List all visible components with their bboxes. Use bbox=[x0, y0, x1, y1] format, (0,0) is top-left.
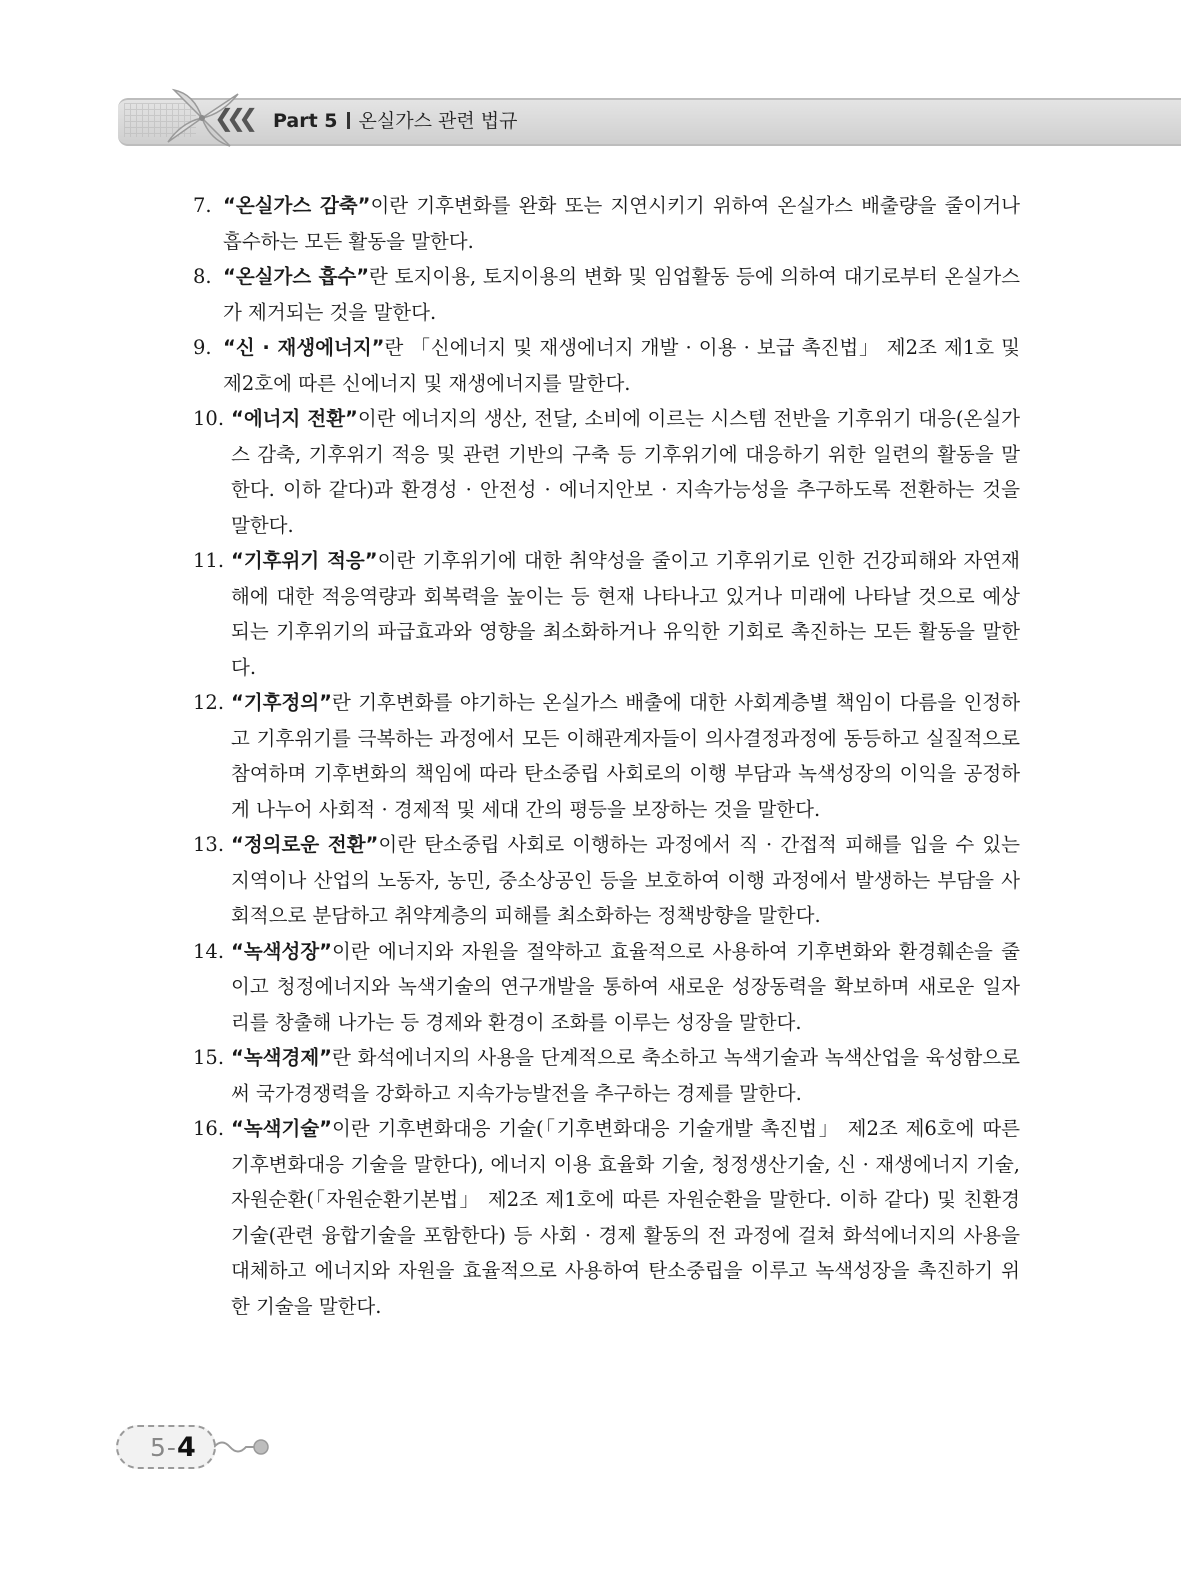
page-number-value: 4 bbox=[176, 1432, 197, 1463]
definition-item-8 bbox=[193, 259, 1020, 330]
defined-term: “녹색성장” bbox=[231, 939, 332, 963]
item-number: 12. bbox=[193, 691, 225, 714]
definition-item-9 bbox=[193, 330, 1020, 401]
defined-term: “녹색기술” bbox=[231, 1117, 332, 1140]
page-prefix: 5- bbox=[150, 1433, 177, 1462]
page-number bbox=[150, 1432, 197, 1463]
definition-text: 란 기후변화를 야기하는 온실가스 배출에 대한 사회계층별 책임이 다름을 인정하고 기후위기를 극복하는 과정에서 모든 이해관계자들이 의사결정과정에 동등하고 실질적으로 참여하며 기후변화의 책임에 따라 탄소중립 사회로의 이행 부담과 녹색성장의 이익을 공정하게 나누어 사회적 · 경제적 및 세대 간의 평등을 보장하는 것을 말한다. bbox=[231, 691, 1020, 821]
defined-term: “에너지 전환” bbox=[231, 407, 358, 430]
item-number: 9. bbox=[193, 336, 212, 359]
item-number: 14. bbox=[193, 939, 225, 963]
defined-term: “녹색경제” bbox=[231, 1046, 332, 1069]
definition-text: 이란 에너지의 생산, 전달, 소비에 이르는 시스템 전반을 기후위기 대응(온실가스 감축, 기후위기 적응 및 관련 기반의 구축 등 기후위기에 대응하기 위한 일련의 활동을 말한다. 이하 같다)과 환경성 · 안전성 · 에너지안보 · 지속가능성을 추구하도록 전환하는 것을 말한다. bbox=[231, 407, 1020, 537]
definition-item-7 bbox=[193, 188, 1020, 259]
part-label: Part 5 bbox=[273, 110, 338, 132]
definition-item-14 bbox=[193, 934, 1020, 1041]
definitions-list bbox=[193, 188, 1020, 1324]
definition-item-11 bbox=[193, 543, 1020, 685]
definition-item-16 bbox=[193, 1111, 1020, 1324]
definition-item-12 bbox=[193, 685, 1020, 827]
chapter-title: 온실가스 관련 법규 bbox=[358, 110, 518, 132]
item-number: 7. bbox=[193, 194, 212, 217]
definition-text: 란 「신에너지 및 재생에너지 개발 · 이용 · 보급 촉진법」 제2조 제1호 및 제2호에 따른 신에너지 및 재생에너지를 말한다. bbox=[223, 336, 1020, 395]
definition-item-15 bbox=[193, 1040, 1020, 1111]
running-header bbox=[273, 106, 517, 133]
definition-text: 란 화석에너지의 사용을 단계적으로 축소하고 녹색기술과 녹색산업을 육성함으로써 국가경쟁력을 강화하고 지속가능발전을 추구하는 경제를 말한다. bbox=[231, 1046, 1020, 1105]
definition-item-10 bbox=[193, 401, 1020, 543]
definition-text: 이란 기후위기에 대한 취약성을 줄이고 기후위기로 인한 건강피해와 자연재해에 대한 적응역량과 회복력을 높이는 등 현재 나타나고 있거나 미래에 나타날 것으로 예상되는 기후위기의 파급효과와 영향을 최소화하거나 유익한 기회로 촉진하는 모든 활동을 말한다. bbox=[231, 549, 1020, 679]
definition-text: 이란 기후변화를 완화 또는 지연시키기 위하여 온실가스 배출량을 줄이거나 흡수하는 모든 활동을 말한다. bbox=[223, 194, 1020, 253]
defined-term: “기후위기 적응” bbox=[231, 549, 378, 572]
definition-text: 이란 에너지와 자원을 절약하고 효율적으로 사용하여 기후변화와 환경훼손을 줄이고 청정에너지와 녹색기술의 연구개발을 통하여 새로운 성장동력을 확보하며 새로운 일자리를 창출해 나가는 등 경제와 환경이 조화를 이루는 성장을 말한다. bbox=[231, 939, 1020, 1034]
item-number: 16. bbox=[193, 1117, 225, 1140]
connector-dot-icon bbox=[214, 1432, 274, 1462]
item-number: 15. bbox=[193, 1046, 225, 1069]
item-number: 13. bbox=[193, 833, 225, 856]
definition-text: 이란 탄소중립 사회로 이행하는 과정에서 직 · 간접적 피해를 입을 수 있는 지역이나 산업의 노동자, 농민, 중소상공인 등을 보호하여 이행 과정에서 발생하는 부담을 사회적으로 분담하고 취약계층의 피해를 최소화하는 정책방향을 말한다. bbox=[231, 833, 1020, 927]
defined-term: “신 · 재생에너지” bbox=[223, 336, 385, 359]
item-number: 10. bbox=[193, 407, 225, 430]
defined-term: “기후정의” bbox=[231, 691, 332, 714]
chevrons-icon: ❮❮❮ bbox=[214, 104, 251, 132]
item-number: 11. bbox=[193, 549, 225, 572]
definition-text: 란 토지이용, 토지이용의 변화 및 임업활동 등에 의하여 대기로부터 온실가스가 제거되는 것을 말한다. bbox=[223, 265, 1020, 324]
definition-text: 이란 기후변화대응 기술(「기후변화대응 기술개발 촉진법」 제2조 제6호에 따른 기후변화대응 기술을 말한다), 에너지 이용 효율화 기술, 청정생산기술, 신 · 재생에너지 기술, 자원순환(「자원순환기본법」 제2조 제1호에 따른 자원순환을 말한다. 이하 같다) 및 친환경 기술(관련 융합기술을 포함한다) 등 사회 · 경제 활동의 전 과정에 걸쳐 화석에너지의 사용을 대체하고 에너지와 자원을 효율적으로 사용하여 탄소중립을 이루고 녹색성장을 촉진하기 위한 기술을 말한다. bbox=[231, 1117, 1020, 1318]
definition-item-13 bbox=[193, 827, 1020, 934]
defined-term: “온실가스 흡수” bbox=[223, 265, 370, 288]
item-number: 8. bbox=[193, 265, 212, 288]
defined-term: “온실가스 감축” bbox=[223, 194, 371, 217]
defined-term: “정의로운 전환” bbox=[231, 833, 379, 856]
header-separator bbox=[347, 112, 350, 129]
